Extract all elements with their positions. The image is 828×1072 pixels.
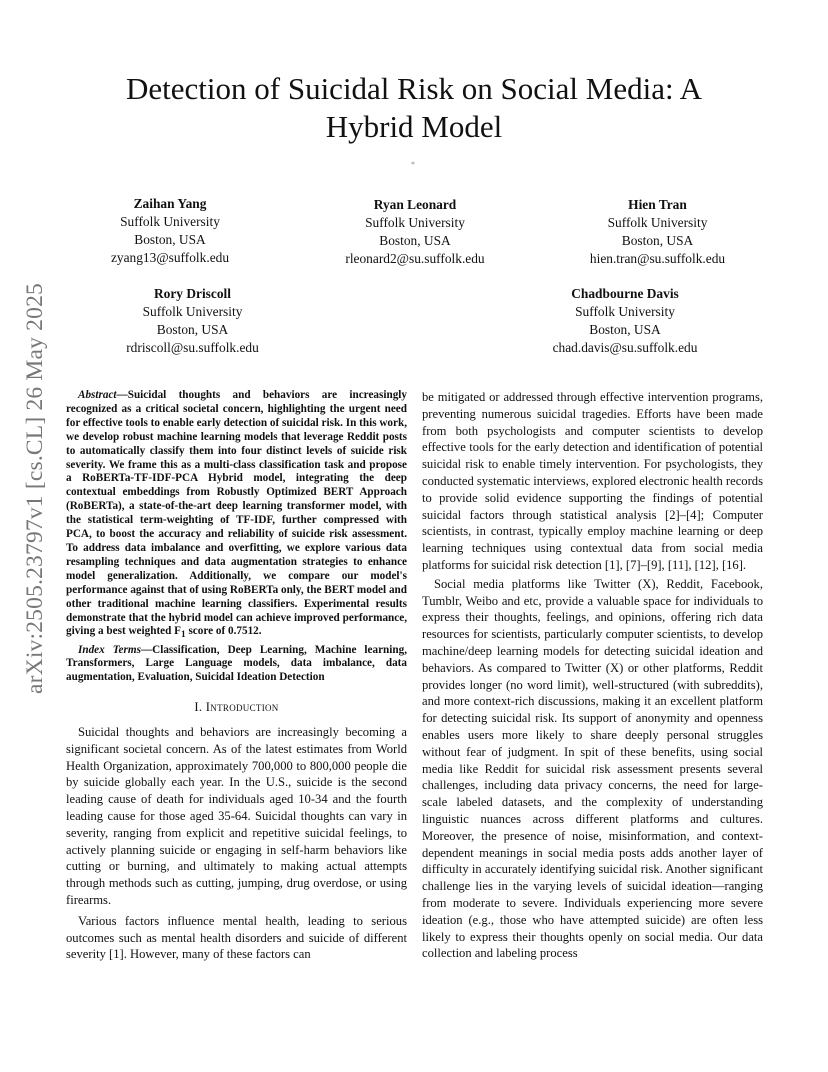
index-terms-label: Index Terms [78,643,141,656]
arxiv-sidebar [22,283,58,694]
author-affiliation: Suffolk University [607,215,708,230]
abstract-label: Abstract [78,389,117,401]
author-block [530,285,720,357]
author-location: Boston, USA [379,233,451,248]
body-paragraph: Suicidal thoughts and behaviors are increasingly becoming a significant societal concern. As of the latest estimates from World Health Organization, approximately 700,000 to 800,000 people die by suicide globally each year. In the U.S., suicide is the second leading cause of death for individuals aged 10-34 and the fourth leading cause for those aged 35-64. Suicidal thoughts can vary in severity, ranging from explicit and repetitive suicidal feelings, to actively planning suicide or engaging in self-harm behaviors like cutting or burning, and ultimately to making actual attempts through methods such as cutting, jumping, drug overdose, or using firearms. [66,725,407,908]
author-affiliation: Suffolk University [575,304,675,319]
body-paragraph: Social media platforms like Twitter (X), Reddit, Facebook, Tumblr, Weibo and etc, provide a valuable space for individuals to express their thoughts, feelings, and opinions, offering rich data resources for scientists, particularly computer scientists, to develop machine/deep learning models for detecting suicidal ideation and behaviors. As compared to Twitter (X) or other platforms, Reddit provides longer (no word limit), well-structured (with subreddits), and more context-rich discussions, making it an excellent platform for detecting suicidal risk. Its support of anonymity and openness enables users more likely to share deeply personal struggles without fear of judgment. In spit of these benefits, using social media like Reddit for suicidal risk assessment presents several challenges, including data privacy concerns, the need for large-scale labeled datasets, and the complexity of understanding linguistic nuances across different platforms and cultures. Moreover, the presence of noise, misinformation, and context-dependent meanings in social media posts adds another layer of difficulty in accurately identifying suicidal risk. Another significant challenge lies in the varying levels of suicidal ideation—ranging from moderate to severe. Individuals experiencing more severe ideation (e.g., those who have attempted suicide) are often less likely to express their thoughts openly on social media. Our data collection and labeling process [422,576,763,961]
author-email: rdriscoll@su.suffolk.edu [126,340,259,355]
author-email: rleonard2@su.suffolk.edu [345,251,485,266]
author-location: Boston, USA [621,233,694,248]
author-block [575,196,740,268]
author-name: Zaihan Yang [133,196,207,211]
author-location: Boston, USA [156,322,229,337]
author-affiliation: Suffolk University [120,214,220,229]
author-location: Boston, USA [134,232,206,247]
author-location: Boston, USA [589,322,661,337]
section-heading: I. Introduction [194,700,279,715]
body-paragraph: Various factors influence mental health, leading to serious outcomes such as mental health disorders and suicide of different severity [1]. However, many of these factors can [66,913,407,962]
author-block [90,195,250,267]
author-name: Rory Driscoll [154,286,231,301]
index-terms [66,644,407,686]
arxiv-identifier: arXiv:2505.23797v1 [cs.CL] 26 May 2025 [22,283,48,694]
author-name: Ryan Leonard [373,197,457,212]
author-email: zyang13@suffolk.edu [110,250,230,265]
author-affiliation: Suffolk University [142,304,243,319]
body-paragraph: be mitigated or addressed through effective intervention programs, preventing numerous suicidal tragedies. Efforts have been made from both psychologists and computer scientists to develop effective tools for the early detection and identification of potential suicidal risk to enable timely intervention. For psychologists, they conducted systematic interviews, explored electronic health records to provide solid evidence supporting the findings of potential suicidal factors through statistical analysis [2]–[4]; Computer scientists, in contrast, typically employ machine learning or deep learning techniques using contextual data from social media platforms for suicidal risk detection [1], [7]–[9], [11], [12], [16]. [422,390,763,572]
title-mark: * [411,160,415,169]
author-name: Chadbourne Davis [571,286,679,301]
author-email: chad.davis@su.suffolk.edu [552,340,698,355]
paper-title: Detection of Suicidal Risk on Social Media: A Hybrid Model [126,71,702,144]
abstract [66,389,407,644]
left-column [66,389,407,963]
index-terms-text: —Classification, Deep Learning, Machine learning, Transformers, Large Language models, data imbalance, data augmentation, Evaluation, Suicidal Ideation Detection [66,643,407,684]
abstract-end: score of 0.7512. [185,625,262,638]
author-name: Hien Tran [628,197,687,212]
author-block [110,285,275,357]
author-block [330,196,500,268]
abstract-text: —Suicidal thoughts and behaviors are increasingly recognized as a critical societal concern, highlighting the urgent need for effective tools to enable early detection of suicidal risk. In this work, we develop robust machine learning models that leverage Reddit posts to automatically classify them into four distinct levels of suicide risk severity. We frame this as a multi-class classification task and propose a RoBERTa-TF-IDF-PCA Hybrid model, integrating the deep contextual embeddings from Robustly Optimized BERT Approach (RoBERTa), a state-of-the-art deep learning transformer model, with the statistical term-weighting of TF-IDF, further compressed with PCA, to boost the accuracy and reliability of suicide risk assessment. To address data imbalance and overfitting, we explore various data resampling techniques and data augmentation strategies to enhance model generalization. Additionally, we compare our model's performance against that of using RoBERTa only, the BERT model and other traditional machine learning classifiers. Experimental results demonstrate that the hybrid model can achieve improved performance, giving a best weighted F [66,389,407,638]
author-affiliation: Suffolk University [365,215,465,230]
author-email: hien.tran@su.suffolk.edu [589,251,726,266]
abstract-subscript: 1 [180,630,186,641]
right-column [422,389,763,962]
